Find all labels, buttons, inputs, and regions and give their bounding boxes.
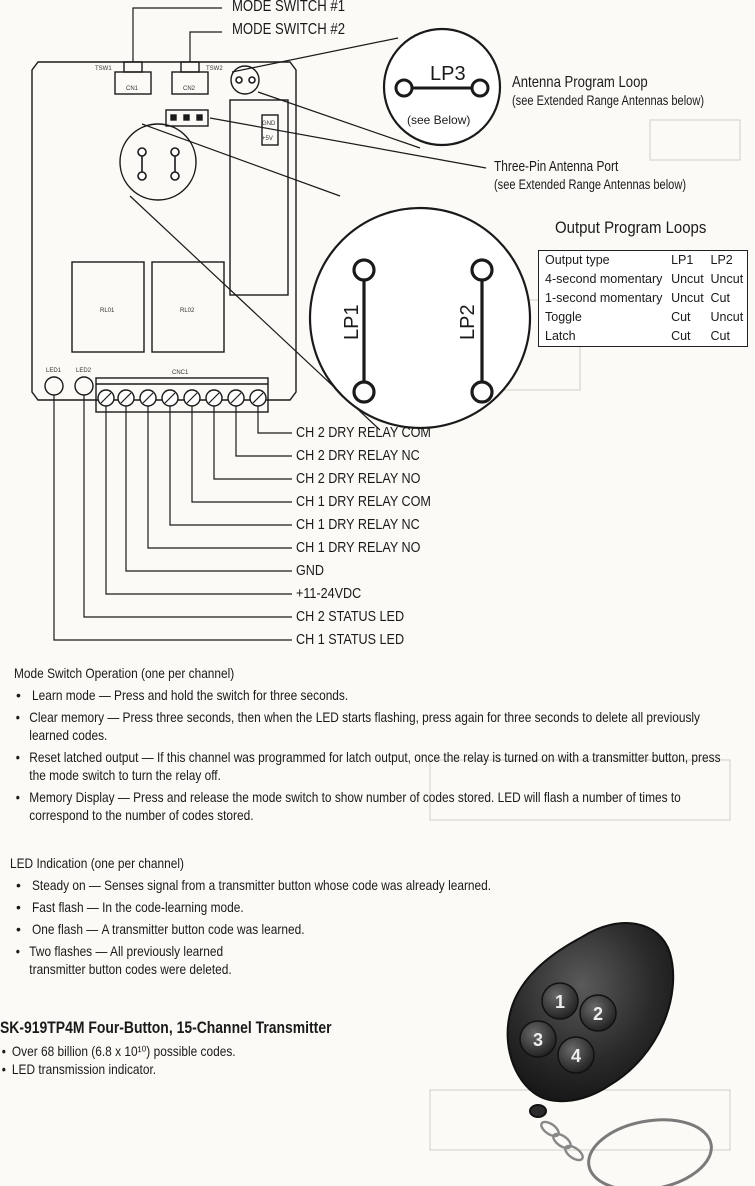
item-term: Learn mode xyxy=(32,687,96,703)
lp1-label: LP1 xyxy=(341,304,363,340)
item-term: Clear memory xyxy=(29,709,105,725)
list-item: • Steady on — Senses signal from a transmitter button whose code was already learned. xyxy=(14,876,734,894)
terminal-label: CH 2 DRY RELAY NC xyxy=(296,447,420,464)
item-text: Press three seconds, then when the LED starts flashing, press again for three seconds to delete all previously learned codes. xyxy=(29,709,701,743)
fob-button-label: 2 xyxy=(592,1004,604,1024)
table-cell: Toggle xyxy=(545,310,582,324)
terminal-leader-line xyxy=(192,406,292,502)
terminal-leader-line xyxy=(170,406,292,525)
antenna-loop-title: Antenna Program Loop xyxy=(512,74,648,91)
item-text: Press and release the mode switch to show number of codes stored. LED will flash a number of times to correspond to the number of codes stored. xyxy=(29,789,681,823)
list-item: • LED transmission indicator. xyxy=(0,1061,156,1077)
list-item: • Over 68 billion (6.8 x 10¹⁰) possible codes. xyxy=(0,1043,236,1060)
mode-switch-1-label: MODE SWITCH #1 xyxy=(232,0,345,15)
receiver-module xyxy=(230,100,288,295)
table-cell: Cut xyxy=(671,310,691,324)
lp3-callout-circle xyxy=(384,29,500,145)
table-row xyxy=(539,270,748,289)
table-row xyxy=(539,289,748,308)
table-header-row xyxy=(539,251,748,271)
fob-button-label: 4 xyxy=(570,1046,582,1066)
item-text: All previously learned transmitter button codes were deleted. xyxy=(29,943,232,977)
item-term: Two flashes xyxy=(29,943,93,959)
list-item: • Fast flash — In the code-learning mode. xyxy=(14,898,734,916)
terminal-leader-line xyxy=(236,406,292,456)
table-header-cell: Output type xyxy=(545,253,610,267)
see-below-label: (see Below) xyxy=(407,113,471,127)
table-cell: Uncut xyxy=(710,272,744,286)
item-text: Press and hold the switch for three seconds. xyxy=(114,687,349,703)
led-1 xyxy=(45,377,63,395)
item-term: Reset latched output xyxy=(29,749,139,765)
lp3-label: LP3 xyxy=(430,63,466,85)
item-text: In the code-learning mode. xyxy=(102,899,244,915)
terminal-label: CH 2 DRY RELAY NO xyxy=(296,470,421,487)
three-pin-callout xyxy=(494,158,728,194)
terminal-label: CH 1 STATUS LED xyxy=(296,631,405,648)
terminal-leader-line xyxy=(54,395,292,640)
terminal-leader-line xyxy=(84,395,292,617)
relay-1 xyxy=(72,262,144,352)
terminal-label: +11-24VDC xyxy=(296,585,362,602)
rl1-label: RL01 xyxy=(100,308,115,314)
fob-button[interactable] xyxy=(558,1037,594,1073)
terminal-label: CH 2 STATUS LED xyxy=(296,608,405,625)
table-cell: Latch xyxy=(545,329,576,343)
terminal-label: CH 1 DRY RELAY COM xyxy=(296,493,431,510)
table-cell: Uncut xyxy=(710,310,744,324)
antenna-loop-callout xyxy=(512,74,746,110)
terminal-leader-line xyxy=(106,406,292,594)
item-text: If this channel was programmed for latch output, once the relay is turned on with a transmitter button, press the mode switch to turn the relay off. xyxy=(29,749,721,783)
rl2-label: RL02 xyxy=(180,308,195,314)
gnd-pin-label: GND xyxy=(262,121,276,127)
fob-button[interactable] xyxy=(520,1021,556,1057)
transmitter-key-fob xyxy=(490,915,720,1186)
list-item: • Clear memory — Press three seconds, then when the LED starts flashing, press again for three seconds to delete all previously learned codes. xyxy=(14,708,735,744)
list-item: • Two flashes — All previously learned transmitter button codes were deleted. xyxy=(14,942,276,978)
item-term: Steady on xyxy=(32,877,86,893)
mode-switch-heading: Mode Switch Operation (one per channel) xyxy=(14,665,235,681)
terminal-label: CH 2 DRY RELAY COM xyxy=(296,424,431,441)
lp2-label: LP2 xyxy=(457,304,479,340)
item-term: Fast flash xyxy=(32,899,84,915)
item-term: One flash xyxy=(32,921,83,937)
list-item: • Learn mode — Press and hold the switch for three seconds. xyxy=(14,686,734,704)
terminal-leader-line xyxy=(258,406,292,433)
table-cell: 1-second momentary xyxy=(545,291,663,305)
antenna-loop-note: (see Extended Range Antennas below) xyxy=(512,93,705,108)
fob-button[interactable] xyxy=(580,995,616,1031)
table-cell: 4-second momentary xyxy=(545,272,663,286)
mode-switch-2-label: MODE SWITCH #2 xyxy=(232,21,345,38)
output-loops-title: Output Program Loops xyxy=(555,218,707,237)
led-2 xyxy=(75,377,93,395)
plus5-pin-label: +5V xyxy=(262,136,273,142)
cn1-label: CN1 xyxy=(126,86,139,92)
cn2-label: CN2 xyxy=(183,86,196,92)
relay-2 xyxy=(152,262,224,352)
table-row xyxy=(539,327,748,347)
transmitter-title: SK-919TP4M Four-Button, 15-Channel Transmitter xyxy=(0,1018,332,1037)
table-cell: Uncut xyxy=(671,272,704,286)
tsw2-label: TSW2 xyxy=(206,66,223,72)
led2-label: LED2 xyxy=(76,368,92,374)
table-header-cell: LP2 xyxy=(710,253,733,267)
table-cell: Uncut xyxy=(671,291,704,305)
fob-button-label: 3 xyxy=(532,1030,544,1050)
list-item: • Memory Display — Press and release the mode switch to show number of codes stored. LED will flash a number of times to correspond to the number of codes stored. xyxy=(14,788,735,824)
led1-label: LED1 xyxy=(46,368,62,374)
table-cell: Cut xyxy=(671,329,691,343)
terminal-label: GND xyxy=(296,562,325,579)
terminal-leader-line xyxy=(126,406,292,571)
list-item: • Reset latched output — If this channel was programmed for latch output, once the relay is turned on with a transmitter button, press the mode switch to turn the relay off. xyxy=(14,748,735,784)
list-item: • One flash — A transmitter button code was learned. xyxy=(14,920,734,938)
tsw1-label: TSW1 xyxy=(95,66,112,72)
cnc1-label: CNC1 xyxy=(172,370,189,376)
table-row xyxy=(539,308,748,327)
mode-switch-section xyxy=(14,664,734,824)
terminal-label: CH 1 DRY RELAY NC xyxy=(296,516,420,533)
table-cell: Cut xyxy=(710,291,730,305)
led-indication-heading: LED Indication (one per channel) xyxy=(10,855,184,871)
table-header-cell: LP1 xyxy=(671,253,694,267)
terminal-leader-line xyxy=(214,406,292,479)
terminal-label: CH 1 DRY RELAY NO xyxy=(296,539,421,556)
item-text: Senses signal from a transmitter button whose code was already learned. xyxy=(104,877,492,893)
three-pin-title: Three-Pin Antenna Port xyxy=(494,159,619,175)
fob-button[interactable] xyxy=(542,983,578,1019)
item-term: Memory Display xyxy=(29,789,115,805)
fob-button-label: 1 xyxy=(554,992,566,1012)
three-pin-note: (see Extended Range Antennas below) xyxy=(494,177,687,192)
table-cell: Cut xyxy=(710,329,730,343)
output-loops-table xyxy=(538,250,748,347)
item-text: A transmitter button code was learned. xyxy=(101,921,305,937)
